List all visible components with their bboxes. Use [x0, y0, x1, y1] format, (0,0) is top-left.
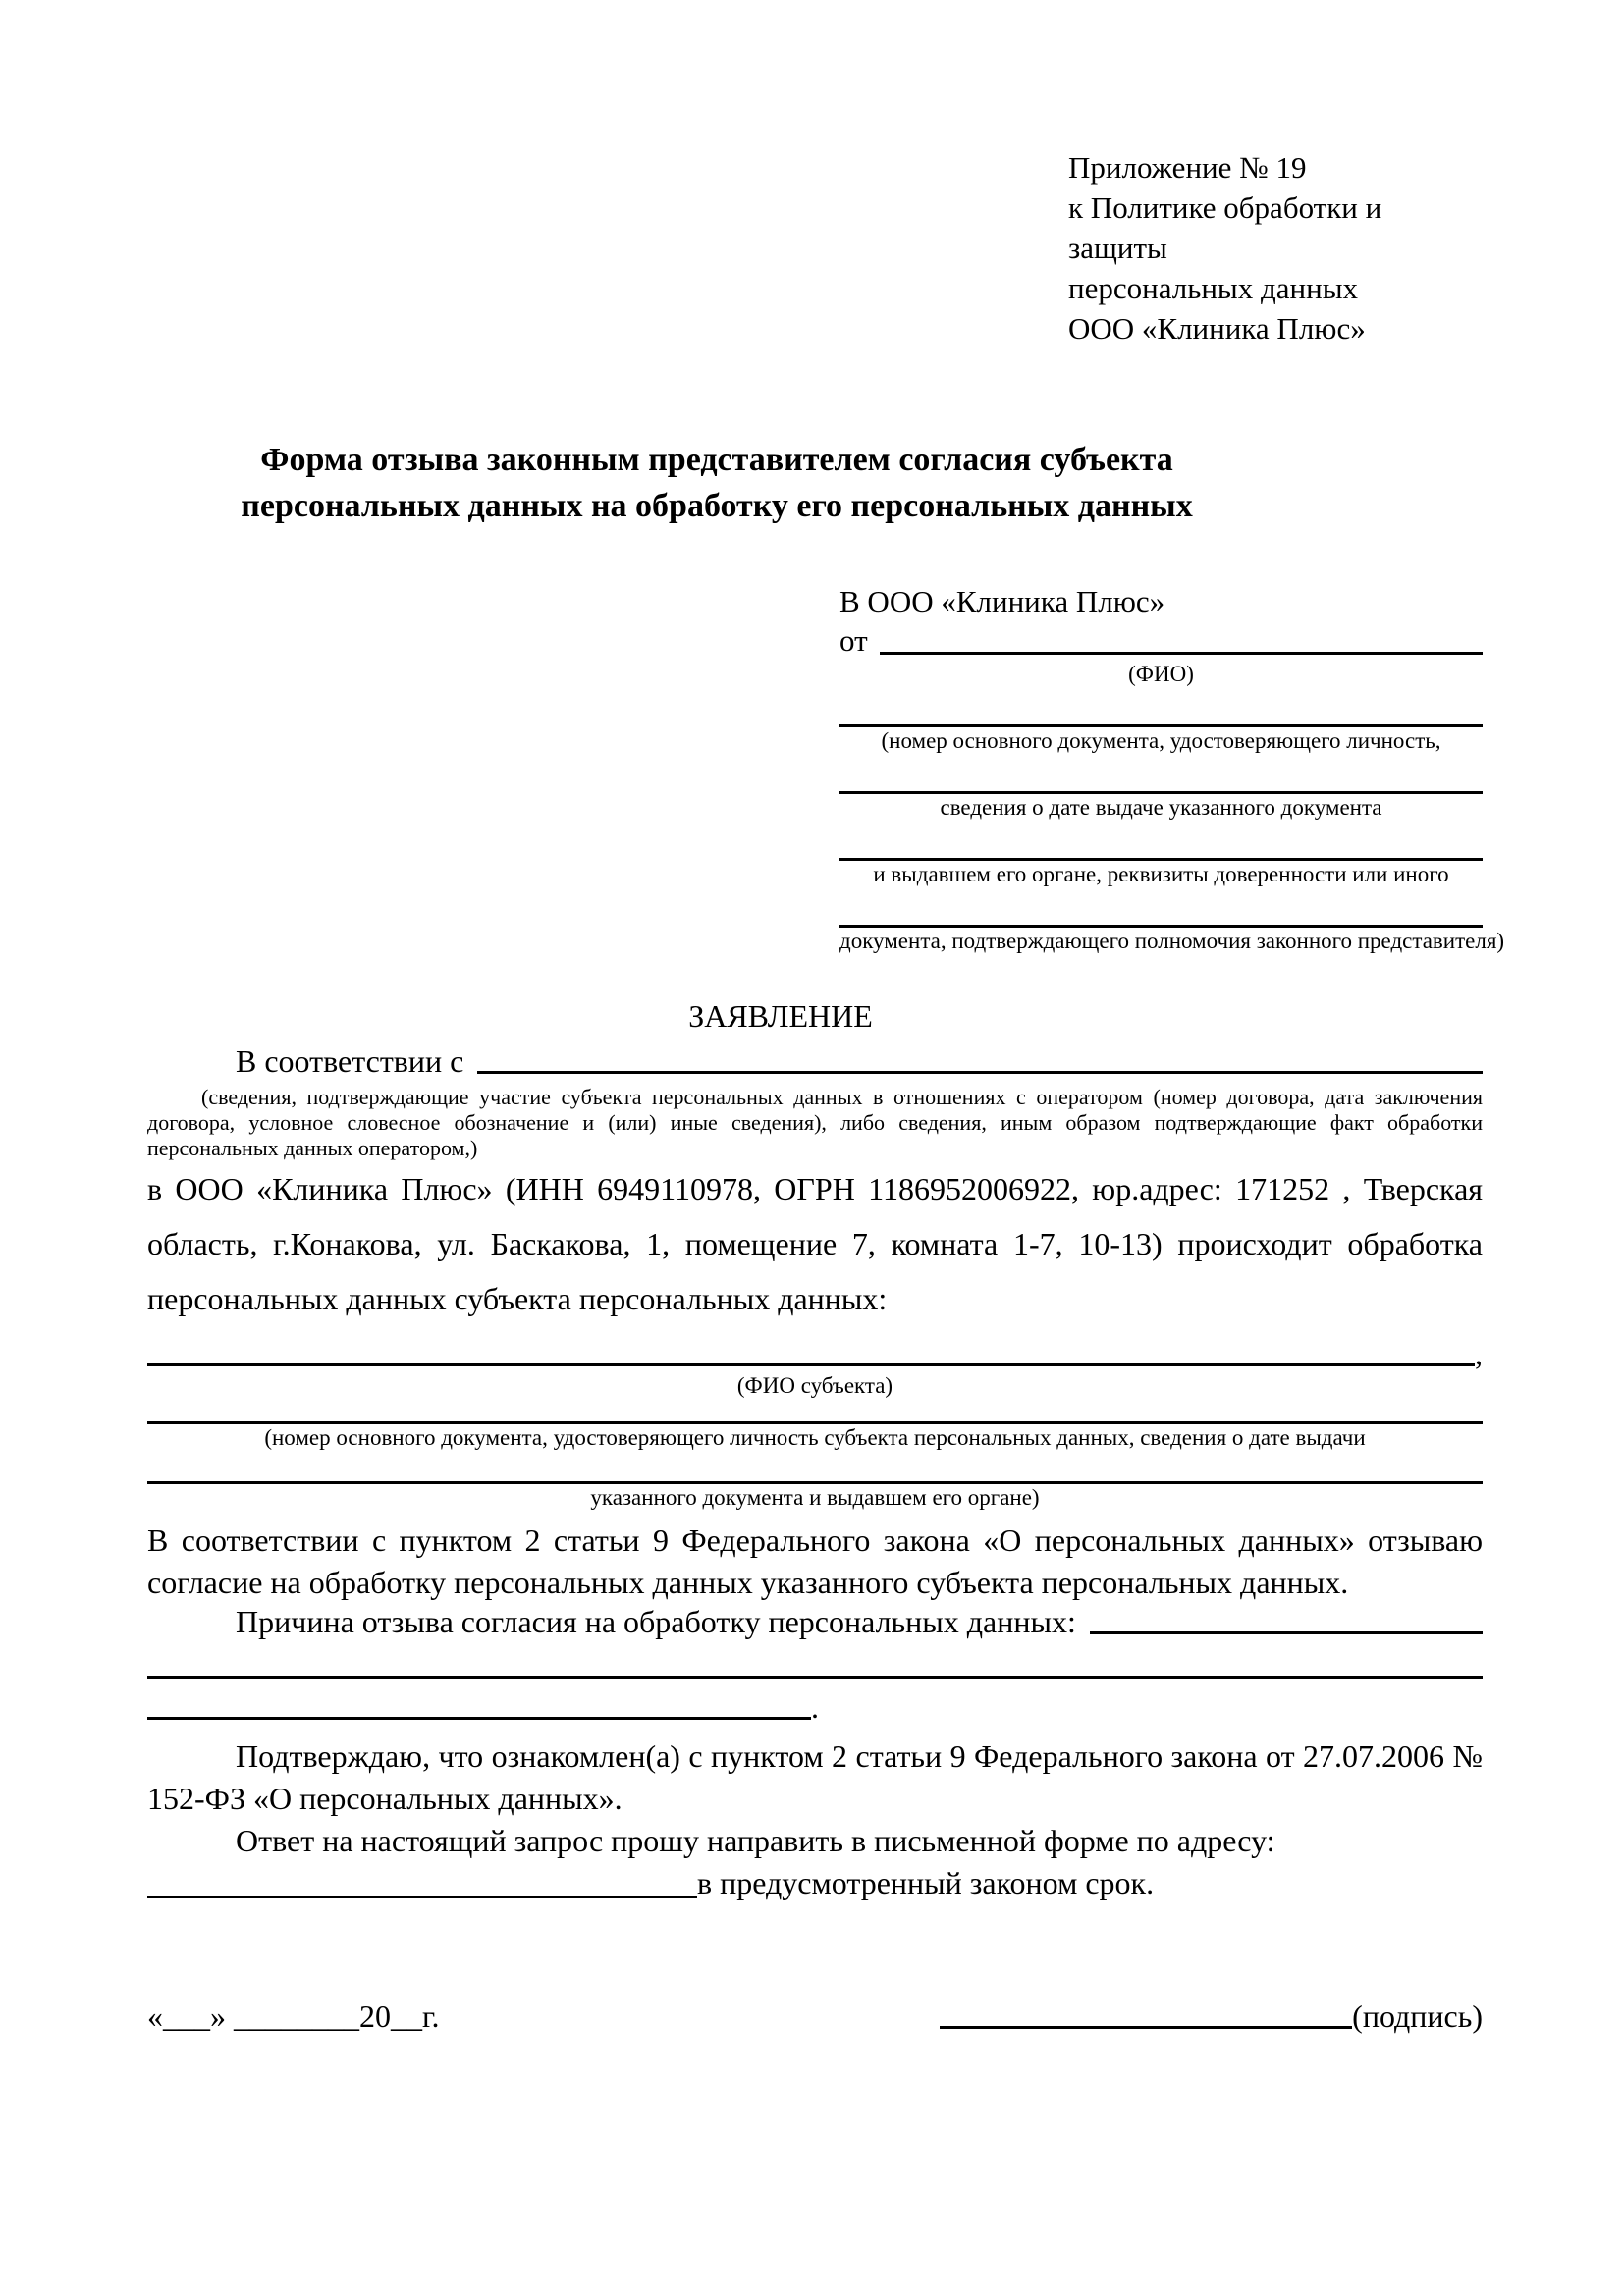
doc-blank-group	[839, 925, 1505, 955]
date-blank-text: «___» ________20__г.	[147, 1999, 440, 2034]
annex-header-line: Приложение № 19	[1068, 150, 1307, 185]
reason-blank-line-full	[147, 1676, 1483, 1679]
doc-blank-group	[839, 858, 1483, 888]
withdraw-paragraph: В соответствии с пунктом 2 статьи 9 Федерального закона «О персональных данных» отзываю согласие на обработку персональных данных указанного субъекта персональных данных.	[147, 1522, 1483, 1600]
signature-row	[147, 1999, 1483, 2035]
intro-blank-line	[477, 1071, 1483, 1074]
reason-row	[147, 1604, 1483, 1640]
annex-header	[1068, 147, 1483, 348]
subject-blank-suffix: ,	[1475, 1336, 1483, 1371]
addressee-to: В ООО «Клиника Плюс»	[839, 584, 1165, 618]
reply-prefix: Ответ на настоящий запрос прошу направить в письменной форме по адресу:	[236, 1823, 1275, 1858]
document-title-line1: Форма отзыва законным представителем согласия субъекта	[260, 442, 1173, 478]
from-label: от	[839, 623, 868, 658]
doc-caption: (номер основного документа, удостоверяющего личность,	[881, 728, 1441, 753]
confirm-paragraph: Подтверждаю, что ознакомлен(а) с пунктом 2 статьи 9 Федерального закона от 27.07.2006 № 152-ФЗ «О персональных данных».	[147, 1738, 1483, 1816]
fio-caption: (ФИО)	[1128, 662, 1194, 686]
reason-prefix: Причина отзыва согласия на обработку персональных данных:	[236, 1604, 1076, 1639]
subject-blank-row	[147, 1336, 1483, 1372]
small-note: (сведения, подтверждающие участие субъекта персональных данных в отношениях с оператором (номер договора, дата заключения договора, условное словесное обозначение и (или) иные сведения), либо сведения, иным образом подтверждающие факт обработки персональных данных оператором,)	[147, 1085, 1483, 1160]
doc-caption: и выдавшем его органе, реквизиты доверенности или иного	[873, 862, 1449, 886]
blank-line-suffix: .	[811, 1689, 819, 1725]
reply-suffix: в предусмотренный законом срок.	[697, 1865, 1155, 1900]
annex-header-line: персональных данных	[1068, 271, 1359, 305]
document-title-line2: персональных данных на обработку его персональных данных	[241, 488, 1193, 524]
annex-header-line: к Политике обработки и защиты	[1068, 190, 1382, 265]
intro-row	[147, 1043, 1483, 1080]
doc-caption: сведения о дате выдаче указанного документа	[940, 795, 1382, 820]
subject-fio-caption: (ФИО субъекта)	[736, 1373, 893, 1398]
doc-blank-group	[839, 791, 1483, 822]
reply-address-blank-line	[147, 1896, 697, 1898]
annex-header-line: ООО «Клиника Плюс»	[1068, 311, 1366, 346]
signature-right	[940, 1999, 1483, 2035]
reason-blank-row-2	[147, 1689, 1483, 1726]
addressee-from-row	[839, 621, 1483, 661]
statement-heading: ЗАЯВЛЕНИЕ	[688, 998, 873, 1034]
intro-prefix: В соответствии с	[236, 1043, 464, 1079]
signature-caption: (подпись)	[1352, 1999, 1483, 2034]
document-title	[147, 437, 1286, 529]
reason-blank-line-2	[147, 1717, 811, 1720]
reply-row	[147, 1862, 1483, 1904]
subject-doc-caption-1: (номер основного документа, удостоверяющего личность субъекта персональных данных, сведения о дате выдачи	[264, 1425, 1366, 1450]
fio-blank-line	[880, 652, 1483, 655]
reason-blank-line	[1090, 1631, 1483, 1634]
doc-blank-group	[839, 724, 1483, 755]
signature-blank-line	[940, 2026, 1352, 2029]
addressee-block	[839, 582, 1505, 955]
operator-paragraph: в ООО «Клиника Плюс» (ИНН 6949110978, ОГРН 1186952006922, юр.адрес: 171252 , Тверская область, г.Конакова, ул. Баскакова, 1, помещение 7, комната 1-7, 10-13) происходит обработка персональных данных субъекта персональных данных:	[147, 1171, 1483, 1316]
doc-caption: документа, подтверждающего полномочия законного представителя)	[839, 929, 1505, 953]
subject-fio-blank-line	[147, 1363, 1475, 1366]
subject-doc-caption-2: указанного документа и выдавшем его органе)	[590, 1485, 1040, 1510]
